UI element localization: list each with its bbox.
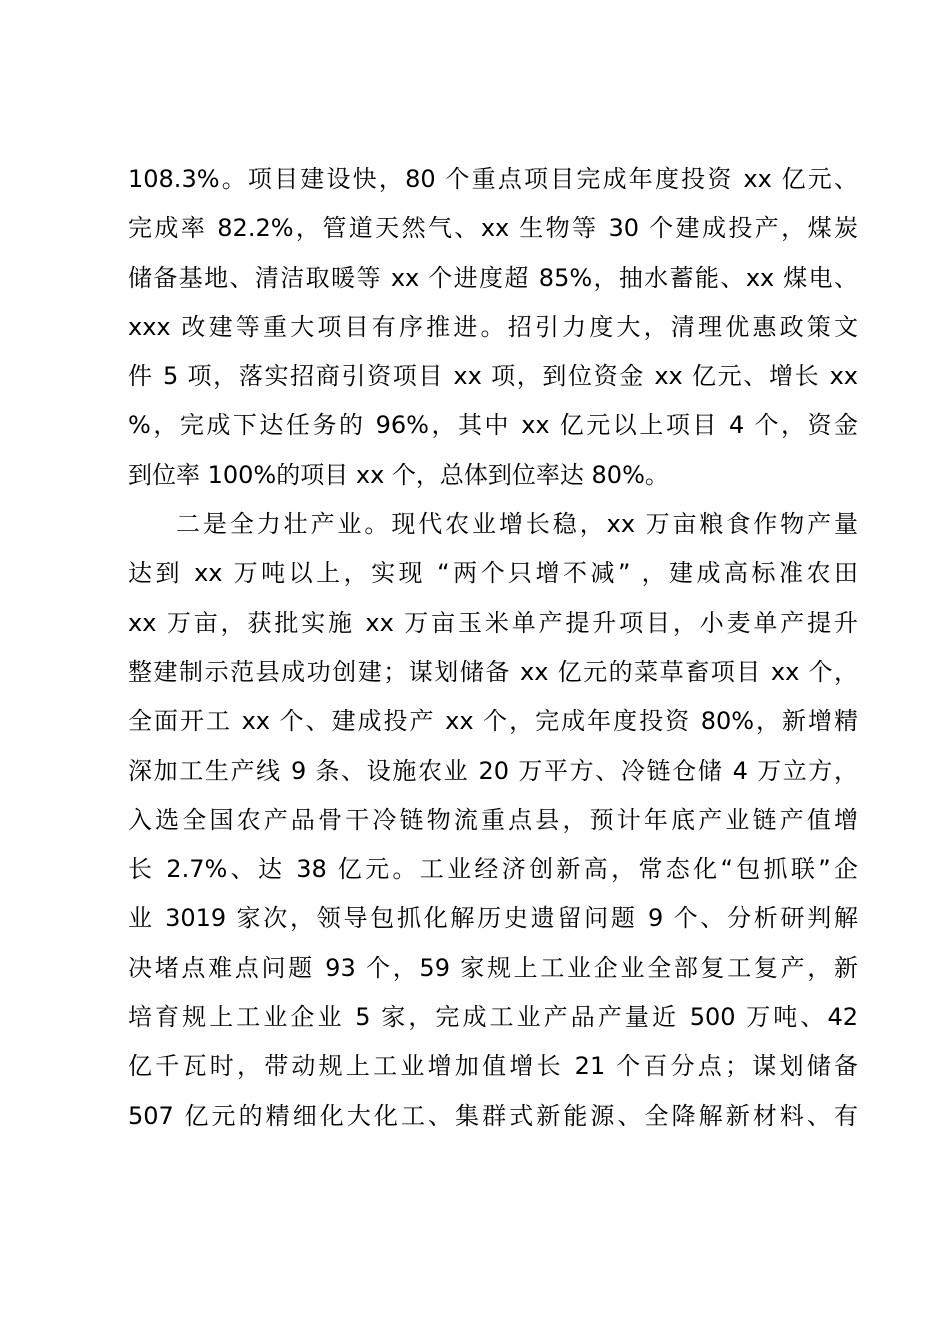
text-line: 二是全力壮产业。现代农业增长稳，xx 万亩粮食作物产量 <box>176 510 858 539</box>
text-line: 到位率 100%的项目 xx 个，总体到位率达 80%。 <box>128 460 669 489</box>
text-line: 业 3019 家次，领导包抓化解历史遗留问题 9 个、分析研判解 <box>128 904 858 933</box>
text-line: 入选全国农产品骨干冷链物流重点县，预计年底产业链产值增 <box>128 805 858 834</box>
text-line: 储备基地、清洁取暖等 xx 个进度超 85%，抽水蓄能、xx 煤电、 <box>128 263 858 292</box>
text-line: 整建制示范县成功创建；谋划储备 xx 亿元的菜草畜项目 xx 个， <box>128 657 858 686</box>
text-line: 培育规上工业企业 5 家，完成工业产品产量近 500 万吨、42 <box>128 1003 858 1032</box>
text-line: xxx 改建等重大项目有序推进。招引力度大，清理优惠政策文 <box>128 312 858 341</box>
text-line: 108.3%。项目建设快，80 个重点项目完成年度投资 xx 亿元、 <box>128 165 858 193</box>
text-line: 507 亿元的精细化大化工、集群式新能源、全降解新材料、有 <box>128 1101 858 1130</box>
text-line: 长 2.7%、达 38 亿元。工业经济创新高，常态化“包抓联”企 <box>128 855 858 884</box>
text-line: 全面开工 xx 个、建成投产 xx 个，完成年度投资 80%，新增精 <box>128 707 858 736</box>
paragraph-2 <box>128 500 858 1141</box>
text-line: 达到 xx 万吨以上，实现 “两个只增不减” ，建成高标准农田 <box>128 559 858 588</box>
text-line: 件 5 项，落实招商引资项目 xx 项，到位资金 xx 亿元、增长 xx <box>128 362 858 391</box>
text-line: 深加工生产线 9 条、设施农业 20 万平方、冷链仓储 4 万立方， <box>128 756 858 785</box>
document-body <box>128 155 858 1141</box>
text-line: %，完成下达任务的 96%，其中 xx 亿元以上项目 4 个，资金 <box>128 411 858 440</box>
text-line: 决堵点难点问题 93 个，59 家规上工业企业全部复工复产，新 <box>128 953 858 982</box>
text-line: 亿千瓦时，带动规上工业增加值增长 21 个百分点；谋划储备 <box>128 1052 858 1081</box>
text-line: 完成率 82.2%，管道天然气、xx 生物等 30 个建成投产，煤炭 <box>128 214 858 243</box>
paragraph-1 <box>128 155 858 500</box>
text-line: xx 万亩，获批实施 xx 万亩玉米单产提升项目，小麦单产提升 <box>128 608 858 637</box>
